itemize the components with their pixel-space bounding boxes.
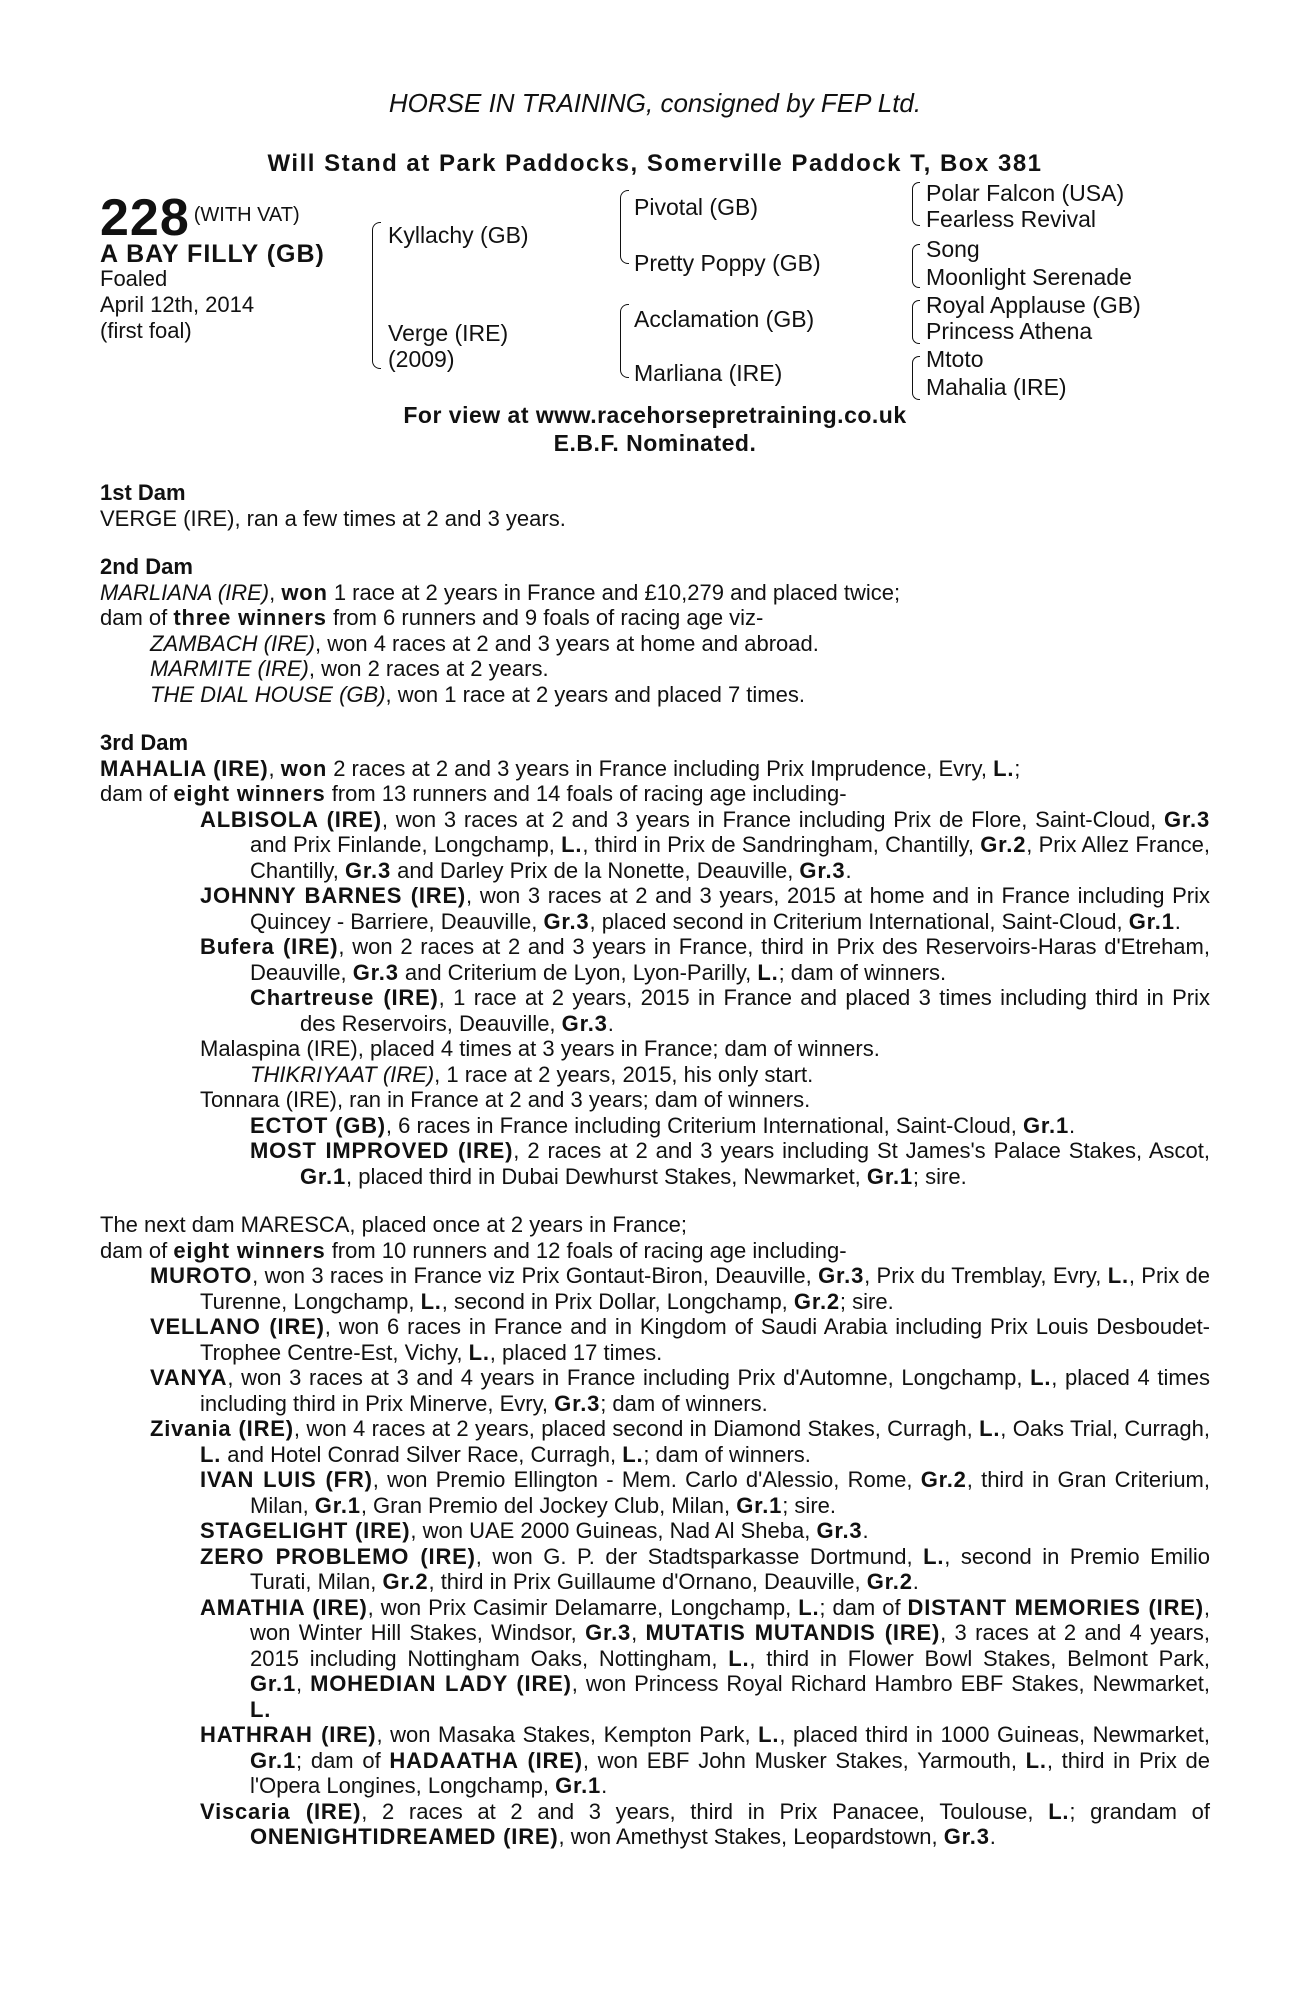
punct: ; sire. (839, 1288, 894, 1314)
grade: Gr.3 (554, 1390, 601, 1416)
third-dam-record: 2 races at 2 and 3 years in France including Prix Imprudence, Evry, (327, 755, 994, 781)
grade: L. (561, 832, 583, 857)
horse-record: , placed third in 1000 Guineas, Newmarket, (779, 1722, 1210, 1747)
grade: L. (757, 959, 779, 985)
grade: L. (200, 1441, 222, 1467)
horse-name: AMATHIA (IRE) (200, 1594, 368, 1620)
horse-name: MUROTO (150, 1263, 253, 1288)
grade: Gr.1 (555, 1773, 602, 1798)
grade: Gr.1 (1023, 1112, 1070, 1138)
punct: . (989, 1824, 996, 1849)
list-item (100, 1365, 1210, 1416)
horse-record: , won Winter Hill Stakes, Windsor, (250, 1594, 1210, 1645)
second-dam-heading: 2nd Dam (100, 554, 193, 579)
list-item (100, 1263, 1210, 1314)
horse-record: , won UAE 2000 Guineas, Nad Al Sheba, (410, 1518, 817, 1543)
horse-name: VELLANO (IRE) (150, 1314, 325, 1339)
list-item (100, 1722, 1210, 1799)
horse-record: and Darley Prix de la Nonette, Deauville, (390, 857, 800, 883)
horse-record: and Hotel Conrad Silver Race, Curragh, (221, 1441, 623, 1467)
horse-record: , placed 17 times. (489, 1339, 663, 1365)
punct: . (1174, 908, 1181, 934)
punct: . (912, 1569, 919, 1594)
list-item (100, 807, 1210, 884)
horse-record: , won 4 races at 2 and 3 years at home and abroad. (315, 630, 819, 656)
horse-record: , won 2 races at 2 years. (308, 656, 549, 681)
grade: L. (622, 1441, 644, 1467)
foaled-date: April 12th, 2014 (100, 292, 255, 317)
horse-record: , 1 race at 2 years, 2015 in France and placed 3 times including third in Prix des Reservoirs, Deauville, (300, 985, 1210, 1036)
grade: Gr.2 (866, 1569, 913, 1594)
horse-record: , won Masaka Stakes, Kempton Park, (376, 1722, 759, 1747)
list-item (100, 682, 1210, 708)
horse-record: , won 4 races at 2 years, placed second in Diamond Stakes, Curragh, (293, 1416, 980, 1441)
horse-name: MUTATIS MUTANDIS (IRE) (645, 1620, 941, 1645)
list-item (100, 985, 1210, 1036)
list-item: Tonnara (IRE), ran in France at 2 and 3 years; dam of winners. (200, 1087, 811, 1112)
grade: L. (728, 1645, 750, 1671)
horse-record: , 3 races at 2 and 4 years, 2015 including Nottingham Oaks, Nottingham, (250, 1620, 1210, 1671)
horse-record: ; dam of (819, 1594, 908, 1620)
horse-name: VANYA (150, 1365, 228, 1390)
horse-record: , placed second in Criterium International, Saint-Cloud, (589, 908, 1129, 934)
dam-of-label: dam of (100, 781, 174, 806)
horse-name: Bufera (IRE) (200, 934, 339, 959)
second-dam-name: MARLIANA (IRE) (100, 579, 270, 605)
foaled-label: Foaled (100, 266, 168, 291)
grade: L. (468, 1339, 490, 1365)
grade: Gr.3 (816, 1518, 863, 1543)
dam-of-label: dam of (100, 605, 174, 630)
horse-name: ZAMBACH (IRE) (150, 630, 315, 656)
third-dam-name: MAHALIA (IRE) (100, 755, 269, 781)
third-dam-produce (100, 781, 1210, 807)
horse-name: STAGELIGHT (IRE) (200, 1518, 411, 1543)
horse-name: MARMITE (IRE) (150, 656, 309, 681)
list-item (100, 1138, 1210, 1189)
first-dam-text: VERGE (IRE), ran a few times at 2 and 3 years. (100, 505, 566, 531)
pedigree-sire-dam: Pretty Poppy (GB) (634, 250, 821, 276)
grade: L. (420, 1288, 442, 1314)
horse-name: MOST IMPROVED (IRE) (250, 1138, 514, 1163)
grade: Gr.1 (866, 1163, 913, 1189)
horse-name: THIKRIYAAT (IRE) (250, 1061, 435, 1087)
horse-record: , Prix de Turenne, Longchamp, (200, 1263, 1211, 1314)
lot-number-block (100, 188, 300, 248)
pedigree-g3: Song (926, 236, 980, 262)
grade: L. (1048, 1798, 1070, 1824)
winners-count: eight winners (173, 781, 326, 806)
horse-record: , 1 race at 2 years, 2015, his only start. (434, 1061, 814, 1087)
grade: Gr.1 (250, 1671, 297, 1696)
list-item (100, 883, 1210, 934)
grade: Gr.2 (382, 1569, 429, 1594)
pedigree-sire-sire: Pivotal (GB) (634, 194, 758, 220)
horse-record: , Gran Premio del Jockey Club, Milan, (360, 1492, 737, 1518)
horse-record: , won Premio Ellington - Mem. Carlo d'Alessio, Rome, (372, 1467, 921, 1492)
grade: Gr.3 (943, 1824, 990, 1849)
list-item (100, 1314, 1210, 1365)
horse-record: and Criterium de Lyon, Lyon-Parilly, (398, 959, 758, 985)
won-label: won (281, 579, 328, 605)
punct: . (607, 1010, 614, 1036)
horse-record: , third in Prix Guillaume d'Ornano, Deauville, (428, 1569, 867, 1594)
pedigree-g4: Moonlight Serenade (926, 264, 1132, 290)
grade: Gr.3 (818, 1263, 865, 1288)
list-item (100, 1113, 1210, 1139)
grade: Gr.3 (543, 908, 590, 934)
g2-brace (912, 244, 920, 288)
horse-record: , third in Prix de Sandringham, Chantilly, (582, 832, 981, 857)
horse-record: , placed 4 times including third in Prix Minerve, Evry, (200, 1365, 1210, 1416)
horse-record: , won 2 races at 2 and 3 years in France, third in Prix des Reservoirs-Haras d'Etreham, Deauville, (250, 934, 1210, 985)
g3-brace (912, 300, 920, 344)
g1-brace (912, 182, 920, 226)
grade: Gr.2 (920, 1467, 967, 1492)
horse-name: Viscaria (IRE) (200, 1798, 362, 1824)
horse-record: ; grandam of (1069, 1798, 1210, 1824)
first-dam-heading: 1st Dam (100, 480, 186, 505)
horse-record: , won G. P. der Stadtsparkasse Dortmund, (475, 1543, 924, 1569)
consignment-header: HORSE IN TRAINING, consigned by FEP Ltd. (388, 88, 922, 118)
horse-record: , 6 races in France including Criterium International, Saint-Cloud, (385, 1112, 1023, 1138)
grade: L. (1107, 1263, 1129, 1288)
grade: L. (798, 1594, 820, 1620)
horse-record: ; dam of winners. (600, 1390, 768, 1416)
horse-name: ONENIGHTIDREAMED (IRE) (250, 1824, 559, 1849)
third-dam-heading: 3rd Dam (100, 730, 189, 755)
horse-record: , 2 races at 2 and 3 years, third in Prix Panacee, Toulouse, (361, 1798, 1049, 1824)
punct: . (845, 857, 852, 883)
grade: L. (993, 755, 1015, 781)
pedigree-g6: Princess Athena (926, 318, 1093, 344)
horse-name: THE DIAL HOUSE (GB) (150, 681, 386, 707)
list-item (100, 1062, 1210, 1088)
grade: Gr.3 (344, 857, 391, 883)
punct: ; (1014, 755, 1021, 781)
horse-record: , placed third in Dubai Dewhurst Stakes, Newmarket, (346, 1163, 867, 1189)
website-line: For view at www.racehorsepretraining.co.uk (403, 402, 907, 428)
horse-record: , won Princess Royal Richard Hambro EBF Stakes, Newmarket, (571, 1671, 1210, 1696)
grade: L. (1030, 1365, 1052, 1390)
foaling-info (100, 266, 254, 344)
pedigree-g5: Royal Applause (GB) (926, 292, 1141, 318)
horse-record: , third in Prix de l'Opera Longines, Longchamp, (250, 1747, 1211, 1798)
list-item (100, 1416, 1210, 1467)
grade: L. (923, 1543, 945, 1569)
list-item (100, 1518, 1210, 1544)
horse-record: , Prix Allez France, Chantilly, (250, 832, 1211, 883)
horse-name: HADAATHA (IRE) (389, 1747, 583, 1773)
horse-record: , won EBF John Musker Stakes, Yarmouth, (582, 1747, 1026, 1773)
dam-of-label: dam of (100, 1237, 174, 1263)
list-item (100, 1467, 1210, 1518)
list-item (100, 1799, 1210, 1850)
horse-record: , won 6 races in France and in Kingdom of Saudi Arabia including Prix Louis Desboudet- Trophee Centre-Est, Vichy, (200, 1314, 1211, 1365)
winners-count: eight winners (173, 1237, 326, 1263)
horse-record: , won 3 races at 3 and 4 years in France including Prix d'Automne, Longchamp, (227, 1365, 1031, 1390)
ebf-nominated: E.B.F. Nominated. (553, 430, 757, 456)
grade: L. (1025, 1747, 1047, 1773)
horse-record: ; dam of (296, 1747, 390, 1773)
punct: . (862, 1518, 869, 1543)
stand-location: Will Stand at Park Paddocks, Somerville Paddock T, Box 381 (267, 150, 1043, 177)
horse-record: , Prix du Tremblay, Evry, (864, 1263, 1108, 1288)
punct: . (1069, 1112, 1076, 1138)
pedigree-g2: Fearless Revival (926, 206, 1096, 232)
sire-dam-brace (372, 222, 381, 369)
horse-name: Zivania (IRE) (150, 1416, 294, 1441)
horse-name: HATHRAH (IRE) (200, 1722, 377, 1747)
horse-record: , won 3 races at 2 and 3 years, 2015 at home and in France including Prix Quincey - Barriere, Deauville, (250, 883, 1210, 934)
winners-count: three winners (173, 605, 327, 630)
horse-record: , won 3 races at 2 and 3 years in France including Prix de Flore, Saint-Cloud, (381, 806, 1164, 832)
pedigree-dam: Verge (IRE) (388, 320, 509, 346)
grade: Gr.3 (352, 959, 399, 985)
list-item: Malaspina (IRE), placed 4 times at 3 years in France; dam of winners. (200, 1036, 880, 1061)
grade: Gr.3 (799, 857, 846, 883)
punct: ; sire. (912, 1163, 967, 1189)
produce-count: from 13 runners and 14 foals of racing age including- (325, 781, 847, 806)
next-dam-intro: The next dam MARESCA, placed once at 2 years in France; (100, 1212, 687, 1237)
pedigree-g8: Mahalia (IRE) (926, 374, 1067, 400)
horse-record: ; dam of winners. (643, 1441, 811, 1467)
horse-record: , 2 races at 2 and 3 years including St James's Palace Stakes, Ascot, (513, 1138, 1210, 1163)
horse-record: , won 3 races in France viz Prix Gontaut-Biron, Deauville, (252, 1263, 819, 1288)
sire-brace (620, 190, 629, 264)
horse-record: , second in Premio Emilio Turati, Milan, (250, 1543, 1211, 1594)
horse-record: , won Amethyst Stakes, Leopardstown, (558, 1824, 944, 1849)
vat-note: (WITH VAT) (193, 204, 300, 226)
horse-record: and Prix Finlande, Longchamp, (250, 832, 562, 857)
pedigree-g1: Polar Falcon (USA) (926, 180, 1125, 206)
grade: Gr.3 (1164, 806, 1211, 832)
list-item (100, 1595, 1210, 1723)
grade: Gr.2 (980, 832, 1027, 857)
produce-count: from 10 runners and 12 foals of racing age including- (325, 1237, 847, 1263)
second-dam-summary: MARLIANA (IRE), won 1 race at 2 years in France and £10,279 and placed twice; (100, 579, 901, 605)
horse-name: ALBISOLA (IRE) (200, 806, 382, 832)
grade: Gr.2 (793, 1288, 840, 1314)
pedigree-dam-dam: Marliana (IRE) (634, 360, 783, 386)
grade: Gr.3 (585, 1620, 632, 1645)
pedigree-g7: Mtoto (926, 346, 984, 372)
horse-name: MOHEDIAN LADY (IRE) (310, 1671, 572, 1696)
second-dam-produce (100, 605, 1210, 631)
grade: Gr.1 (250, 1747, 297, 1773)
list-item (100, 1544, 1210, 1595)
punct: ; sire. (782, 1492, 836, 1518)
horse-record: ; dam of winners. (778, 959, 947, 985)
next-dam-produce (100, 1238, 1210, 1264)
horse-name: DISTANT MEMORIES (IRE) (907, 1594, 1204, 1620)
produce-count: from 6 runners and 9 foals of racing age viz- (326, 605, 764, 630)
pedigree-dam-sire: Acclamation (GB) (634, 306, 815, 332)
grade: Gr.3 (561, 1010, 608, 1036)
grade: L. (979, 1416, 1001, 1441)
horse-name: Chartreuse (IRE) (250, 985, 439, 1010)
horse-name: IVAN LUIS (FR) (200, 1467, 373, 1492)
horse-record: , Oaks Trial, Curragh, (1000, 1416, 1210, 1441)
g4-brace (912, 356, 920, 400)
list-item (100, 934, 1210, 985)
horse-record: , second in Prix Dollar, Longchamp, (441, 1288, 794, 1314)
grade: Gr.1 (736, 1492, 783, 1518)
third-dam-summary: MAHALIA (IRE), won 2 races at 2 and 3 years in France including Prix Imprudence, Evry, L.; (100, 755, 1021, 781)
horse-description: A BAY FILLY (GB) (100, 240, 325, 268)
horse-record: , won 1 race at 2 years and placed 7 times. (385, 681, 805, 707)
second-dam-record: 1 race at 2 years in France and £10,279 and placed twice; (327, 579, 901, 605)
lot-number: 228 (100, 189, 190, 247)
punct: , (296, 1671, 311, 1696)
first-foal-note: (first foal) (100, 318, 192, 343)
horse-name: JOHNNY BARNES (IRE) (200, 883, 467, 908)
horse-name: ZERO PROBLEMO (IRE) (200, 1543, 476, 1569)
list-item (100, 631, 1210, 657)
dam-brace (620, 304, 629, 378)
list-item (100, 656, 1210, 682)
horse-name: ECTOT (GB) (250, 1112, 386, 1138)
grade: L. (250, 1696, 272, 1722)
horse-record: , third in Gran Criterium, Milan, (250, 1467, 1210, 1518)
punct: , (631, 1620, 646, 1645)
won-label: won (280, 755, 328, 781)
grade: Gr.1 (300, 1163, 347, 1189)
grade: Gr.1 (314, 1492, 361, 1518)
punct: . (601, 1773, 608, 1798)
grade: Gr.1 (1128, 908, 1175, 934)
pedigree-sire: Kyllachy (GB) (388, 222, 529, 248)
horse-record: , won Prix Casimir Delamarre, Longchamp, (367, 1594, 799, 1620)
catalogue-body (100, 480, 1210, 1850)
pedigree-dam-year: (2009) (388, 346, 455, 372)
grade: L. (758, 1722, 780, 1747)
horse-record: , third in Flower Bowl Stakes, Belmont Park, (749, 1645, 1211, 1671)
